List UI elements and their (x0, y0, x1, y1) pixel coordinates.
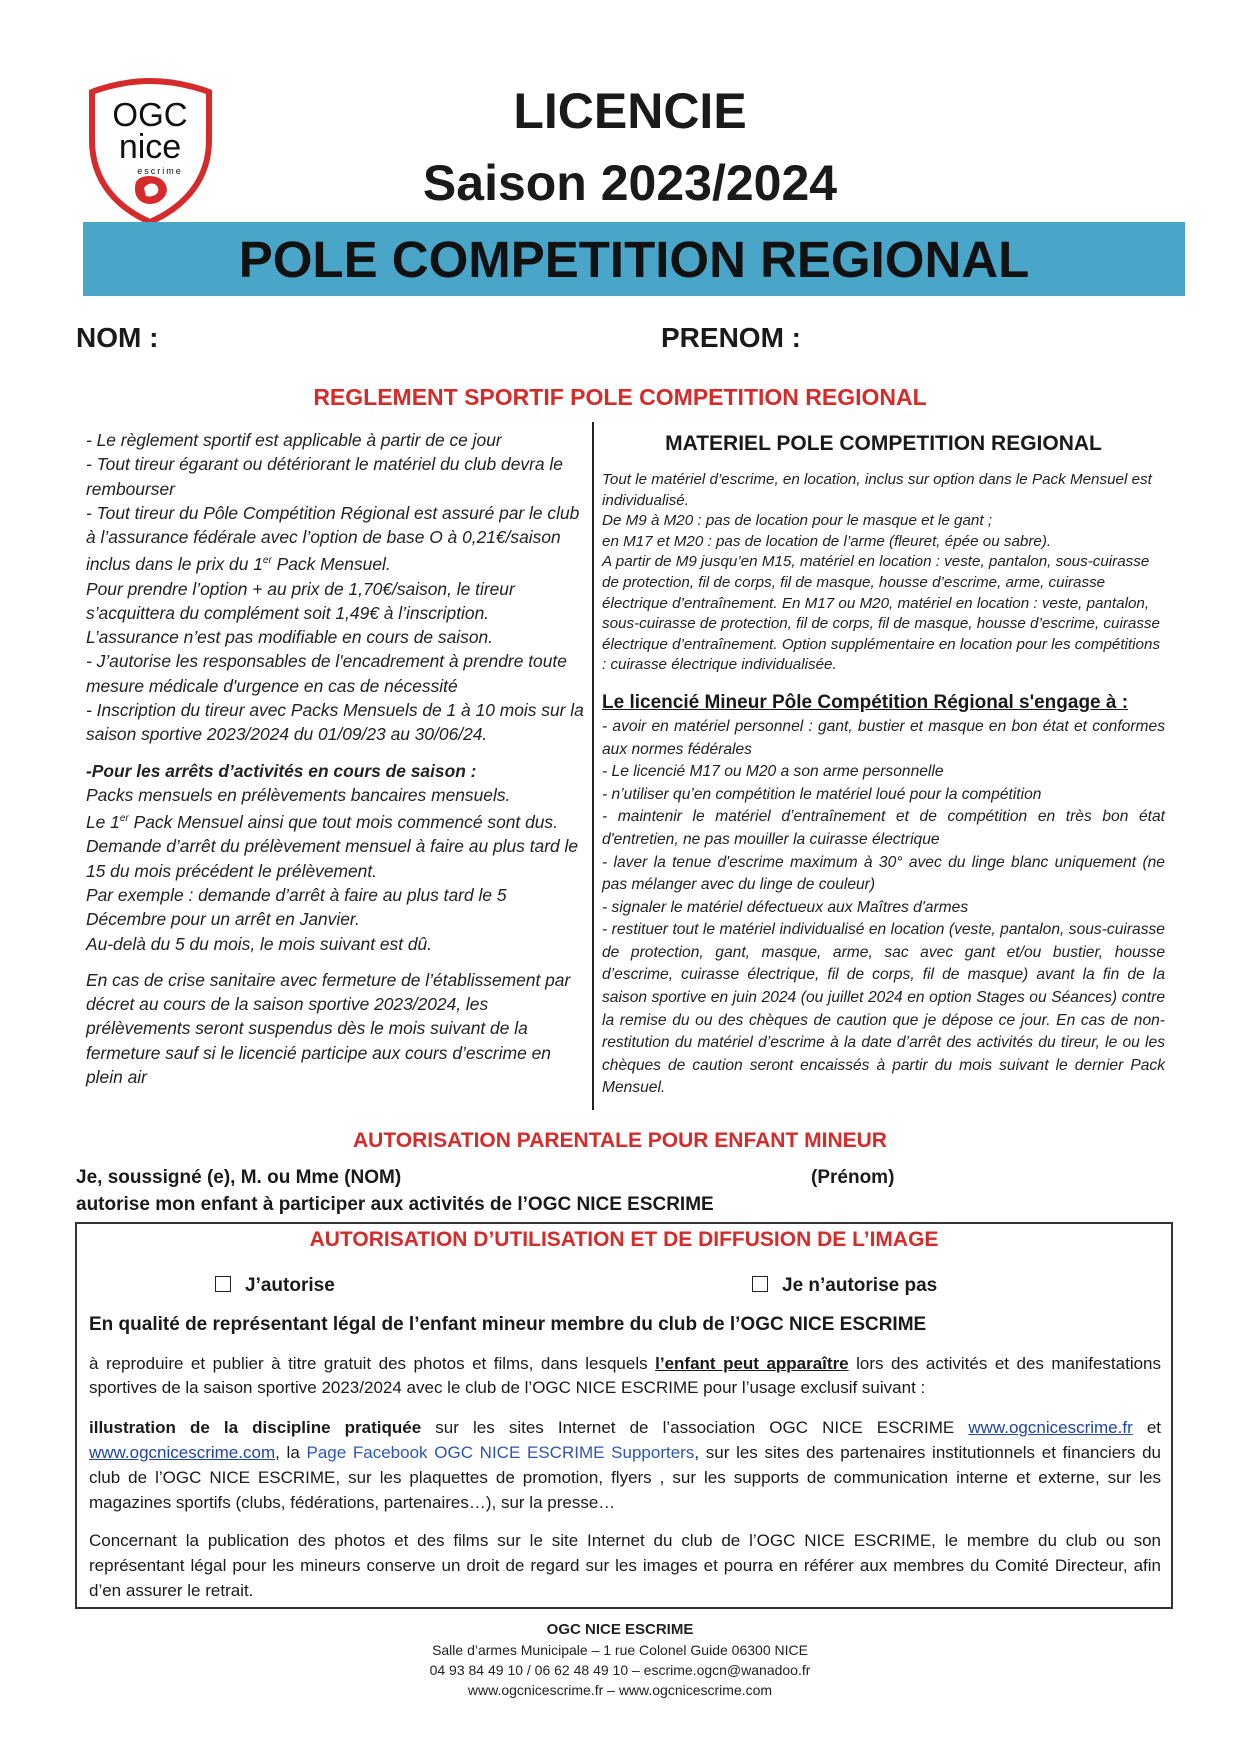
title-banner (83, 222, 1185, 296)
footer-contact: 04 93 84 49 10 / 06 62 48 49 10 – escrime.ogcn@wanadoo.fr (429, 1662, 811, 1678)
image-auth-title: AUTORISATION D’UTILISATION ET DE DIFFUSION DE L’IMAGE (309, 1228, 939, 1251)
engage-title: Le licencié Mineur Pôle Compétition Régional s'engage à : (602, 691, 1129, 713)
reglement-line: - J’autorise les responsables de l'encadrement à prendre toute mesure médicale d'urgence en cas de nécessité (86, 651, 567, 696)
parental-prenom: (Prénom) (811, 1167, 895, 1188)
image-auth-para-1: à reproduire et publier à titre gratuit des photos et films, dans lesquels l’enfant peut apparaître lors des activités et des manifestations sportives de la saison sportive 2023/2024 avec le club de l’OGC NICE ESCRIME pour l’usage exclusif suivant : (89, 1354, 1162, 1397)
website-link-com[interactable]: www.ogcnicescrime.com (89, 1443, 276, 1462)
banner-text: POLE COMPETITION REGIONAL (238, 231, 1030, 288)
image-authorization-box (75, 1222, 1173, 1609)
qualite-text: En qualité de représentant légal de l’enfant mineur membre du club de l’OGC NICE ESCRIME (89, 1314, 927, 1335)
footer-address: Salle d’armes Municipale – 1 rue Colonel Guide 06300 NICE (432, 1642, 808, 1658)
parental-title: AUTORISATION PARENTALE POUR ENFANT MINEUR (353, 1129, 887, 1152)
parental-line-2: autorise mon enfant à participer aux activités de l’OGC NICE ESCRIME (76, 1194, 714, 1215)
engage-item: - maintenir le matériel d’entraînement et de compétition en très bon état d'entretien, ne pas mouiller la cuirasse électrique (602, 808, 1165, 848)
parental-line-1: Je, soussigné (e), M. ou Mme (NOM) (76, 1167, 402, 1188)
engage-item: - Le licencié M17 ou M20 a son arme personnelle (602, 763, 944, 781)
page-title: LICENCIE (513, 83, 747, 139)
facebook-page-link[interactable]: Page Facebook OGC NICE ESCRIME Supporters (306, 1443, 695, 1462)
reglement-line: - Tout tireur égarant ou détériorant le matériel du club devra le rembourser (86, 454, 563, 499)
reglement-line: Pour prendre l’option + au prix de 1,70€/saison, le tireur s’acquittera du complément soit 1,49€ à l’inscription. (86, 578, 515, 623)
arrets-line: Par exemple : demande d’arrêt à faire au plus tard le 5 Décembre pour un arrêt en Janvier. (86, 884, 507, 930)
authorize-option[interactable] (215, 1275, 335, 1297)
arrets-line: Au-delà du 5 du mois, le mois suivant est dû. (86, 933, 433, 954)
season-title: Saison 2023/2024 (422, 155, 838, 211)
image-auth-para-3: Concernant la publication des photos et des films sur le site Internet du club de l’OGC NICE ESCRIME, le membre du club ou son représentant légal pour les mineurs conserve un droit de regard sur les images et pourra en référer aux membres du Comité Directeur, afin d’en assurer le retrait. (89, 1531, 1161, 1600)
column-divider (592, 422, 594, 1110)
materiel-line: Tout le matériel d’escrime, en location, inclus sur option dans le Pack Mensuel est individualisé. (602, 471, 1152, 509)
club-logo (88, 78, 213, 225)
not-authorize-option[interactable] (752, 1275, 937, 1297)
arrets-title: -Pour les arrêts d’activités en cours de saison : (86, 760, 477, 781)
engage-item: - n’utiliser qu’en compétition le matériel loué pour la compétition (602, 785, 1042, 803)
footer (320, 1620, 920, 1700)
logo-text-nice: nice (118, 128, 182, 166)
authorize-checkbox[interactable] (215, 1276, 231, 1292)
not-authorize-checkbox[interactable] (752, 1276, 768, 1292)
arrets-line: Demande d’arrêt du prélèvement mensuel à faire au plus tard le 15 du mois précédent le prélèvement. (86, 836, 579, 881)
reglement-line: - Le règlement sportif est applicable à partir de ce jour (86, 430, 502, 450)
engage-item: - restituer tout le matériel individualisé en location (veste, pantalon, sous-cuirasse de protection, gant, masque, arme, sac avec gant et/ou bustier, housse d’escrime, cuirasse électrique, fil de corps, fil de masque) avant la fin de la saison sportive en juin 2024 (ou juillet 2024 en option Stages ou Séances) contre la remise du ou des chèques de caution que je dépose ce jour. En cas de non-restitution du matériel d’escrime à la date d’arrêt des activités du tireur, le ou les chèques de caution seront encaissés à partir du mois suivant le dernier Pack Mensuel. (602, 921, 1165, 1097)
authorize-label: J’autorise (245, 1275, 335, 1296)
engage-item: - avoir en matériel personnel : gant, bustier et masque en bon état et conformes aux normes fédérales (602, 717, 1165, 758)
footer-web: www.ogcnicescrime.fr – www.ogcnicescrime.com (467, 1682, 773, 1698)
prenom-label: PRENOM : (661, 322, 801, 353)
arrets-line: Packs mensuels en prélèvements bancaires mensuels. (86, 784, 511, 805)
crise-text: En cas de crise sanitaire avec fermeture de l’établissement par décret au cours de la saison sportive 2023/2024, les prélèvements seront suspendus dès le mois suivant de la fermeture sauf si le licencié participe aux cours d’escrime en plein air (86, 969, 571, 1088)
logo-text-ogc: OGC (112, 96, 188, 133)
not-authorize-label: Je n’autorise pas (782, 1275, 938, 1296)
materiel-line: en M17 et M20 : pas de location de l’arme (fleuret, épée ou sabre). (602, 532, 1052, 550)
nom-label: NOM : (76, 322, 159, 353)
reglement-line: L’assurance n’est pas modifiable en cours de saison. (86, 627, 493, 648)
reglement-line: - Tout tireur du Pôle Compétition Régional est assuré par le club à l’assurance fédérale avec l’option de base O à 0,21€/saison inclus dans le prix du 1er Pack Mensuel. (86, 502, 580, 575)
materiel-line: A partir de M9 jusqu’en M15, matériel en location : veste, pantalon, sous-cuirasse de protection, fil de corps, fil de masque, housse d’escrime, arme, cuirasse électrique d’entraînement. En M17 ou M20, matériel en location : veste, pantalon, sous-cuirasse de protection, fil de corps, fil de masque, housse d’escrime, cuirasse électrique d’entraînement. Option supplémentaire en location pour les compétitions : cuirasse électrique individualisée. (602, 553, 1161, 674)
arrets-line: Le 1er Pack Mensuel ainsi que tout mois commencé sont dus. (86, 812, 558, 833)
image-auth-para-2: illustration de la discipline pratiquée sur les sites Internet de l’association OGC NICE ESCRIME www.ogcnicescrime.fr et www.ogcnicescrime.com, la Page Facebook OGC NICE ESCRIME Supporters, sur les sites des partenaires institutionnels et financiers du club de l’OGC NICE ESCRIME, sur les plaquettes de promotion, flyers , sur les supports de communication interne et externe, sur les magazines sportifs (clubs, fédérations, partenaires…), sur la presse… (89, 1418, 1162, 1512)
footer-club-name: OGC NICE ESCRIME (546, 1621, 694, 1638)
engage-item: - laver la tenue d'escrime maximum à 30° avec du linge blanc uniquement (ne pas mélanger avec du linge de couleur) (602, 853, 1165, 894)
materiel-section (602, 428, 1165, 1100)
logo-text-escrime: escrime (137, 166, 183, 176)
materiel-line: De M9 à M20 : pas de location pour le masque et le gant ; (602, 512, 993, 530)
engage-list (602, 716, 1165, 1100)
engage-item: - signaler le matériel défectueux aux Maîtres d'armes (602, 898, 969, 916)
materiel-title: MATERIEL POLE COMPETITION REGIONAL (665, 432, 1102, 455)
reglement-title: REGLEMENT SPORTIF POLE COMPETITION REGIONAL (313, 384, 927, 410)
reglement-line: - Inscription du tireur avec Packs Mensuels de 1 à 10 mois sur la saison sportive 2023/2024 du 01/09/23 au 30/06/24. (86, 700, 584, 745)
reglement-text (86, 428, 584, 1089)
website-link-fr[interactable]: www.ogcnicescrime.fr (968, 1418, 1133, 1437)
